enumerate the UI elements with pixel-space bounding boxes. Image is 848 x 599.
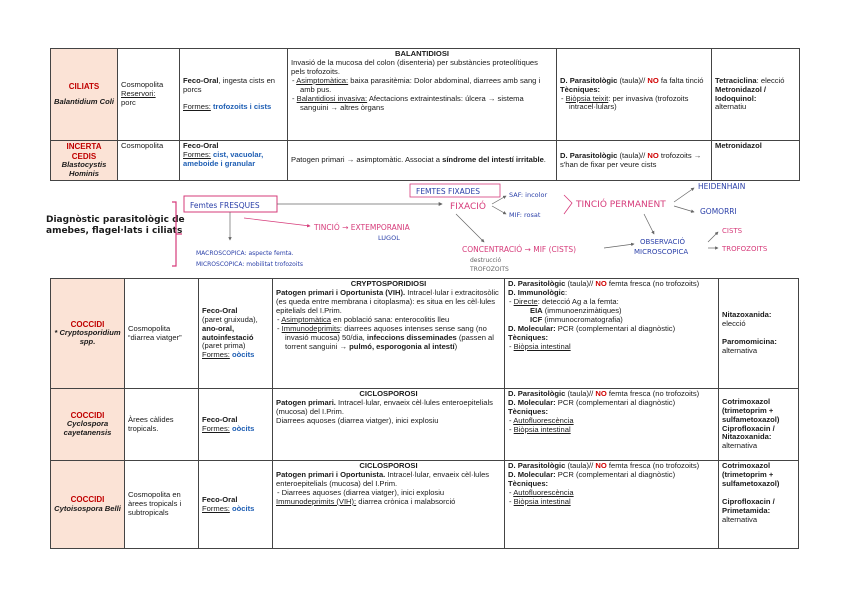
transmission: Feco-Oral bbox=[202, 414, 238, 424]
item-label: Directe bbox=[513, 296, 538, 306]
technique-detail: : per invasiva (trofozoits intracel·lulars) bbox=[569, 93, 689, 112]
transmission: Feco-Oral bbox=[202, 494, 238, 504]
item-text: en població sana: enterocolitis lleu bbox=[331, 314, 450, 324]
transmission: Feco-Oral bbox=[202, 305, 238, 315]
forms-label: Formes: bbox=[202, 503, 230, 513]
list-item bbox=[513, 424, 715, 435]
pathogenesis-cell bbox=[273, 389, 505, 461]
diagnosis-detail: femta fresca (no trofozoits) bbox=[606, 389, 700, 398]
destroys-target: TROFOZOITS bbox=[470, 266, 509, 273]
forms-value: trofozoits i cists bbox=[212, 102, 272, 112]
diagnosis-type: D. Molecular: bbox=[508, 469, 556, 479]
pathogenesis-cell bbox=[288, 49, 557, 141]
item-text: (passen al torrent sanguini → bbox=[285, 332, 494, 351]
distribution-cell bbox=[118, 141, 180, 181]
distribution: Cosmopolita bbox=[121, 80, 164, 90]
diagnosis-detail: fa falta tinció bbox=[658, 75, 704, 85]
treatment-drug: Tetraciclina bbox=[715, 75, 757, 85]
caption-line1: Diagnòstic parasitològic de bbox=[46, 215, 185, 225]
list-item bbox=[513, 496, 715, 507]
treatment-drug: Cotrimoxazol (trimetoprim + sulfametoxazol) bbox=[722, 396, 780, 424]
arrow bbox=[456, 214, 484, 242]
treatment-drug: Cotrimoxazol (trimetoprim + sulfametoxazol) bbox=[722, 461, 780, 488]
arrow bbox=[492, 206, 506, 214]
treatment-drug: Ciprofloxacin / Primetamida: bbox=[722, 496, 775, 515]
microscopic-label: MICROSCOPICA: mobilitat trofozoits bbox=[196, 261, 303, 268]
item-text: : diarrees aquoses intenses sense sang (no invasió mucosa) 50/dia, bbox=[285, 323, 487, 342]
treatment-note: : elecció bbox=[756, 75, 785, 85]
treatment-sep: : bbox=[753, 93, 757, 103]
technique: Biòpsia intestinal bbox=[513, 424, 571, 434]
forms-value: oòcits bbox=[231, 423, 255, 433]
treatment-note: alternativa bbox=[722, 441, 758, 451]
pathogenesis-text: Patogen primari → asimptomàtic. Associat a bbox=[291, 155, 443, 165]
forms-label: Formes: bbox=[183, 102, 211, 112]
pathogenesis-intro: Invasió de la mucosa del colon (disenteria) per substàncies proteolítiques pels trofozoits. bbox=[291, 57, 538, 76]
transmission: Feco-Oral bbox=[183, 75, 219, 85]
transmission-detail: , ingesta cists en porcs bbox=[183, 75, 276, 94]
transmission-detail: (paret prima) bbox=[202, 341, 246, 351]
item-label: Balantidiosi invasiva: bbox=[296, 93, 368, 103]
icf-detail: (immunocromatografia) bbox=[542, 314, 623, 324]
diagnosis-type: D. Parasitològic bbox=[508, 279, 566, 288]
pathogen-detail: Intracel·lular i extracitosòlic (es queda entre membrana i citoplasma): es situa en les cèl·lules epitelials del I.Prim. bbox=[276, 287, 499, 315]
icf-label: ICF bbox=[530, 314, 543, 324]
diagnosis-flow-diagram bbox=[44, 178, 804, 278]
class-label: COCCIDI bbox=[70, 495, 105, 505]
observation-label: OBSERVACIÓ bbox=[640, 238, 686, 246]
reservoir: porc bbox=[121, 97, 136, 107]
diagnosis-type: D. Parasitològic bbox=[508, 389, 566, 398]
trofozoits-label: TROFOZOITS bbox=[722, 245, 768, 253]
disease-title: CICLOSPOROSI bbox=[359, 461, 418, 470]
class-cell bbox=[51, 461, 125, 549]
pathogen-type: Patogen primari i Oportunista (VIH). bbox=[276, 287, 406, 297]
class-label: COCCIDI bbox=[70, 410, 105, 420]
diagnosis-detail: trofozoits → s'han de fixar per veure cists bbox=[560, 150, 702, 169]
table-row bbox=[51, 461, 799, 549]
transmission-cell bbox=[199, 461, 273, 549]
mif-label: MIF: rosat bbox=[509, 211, 541, 219]
techniques-label: Tècniques: bbox=[508, 406, 549, 416]
item-highlight: infeccions disseminades bbox=[366, 332, 457, 342]
item-label: Immunodeprimits (VIH): bbox=[276, 496, 357, 506]
diagnosis-sep: (taula)// bbox=[565, 279, 596, 288]
distribution-cell bbox=[125, 461, 199, 549]
distribution-cell bbox=[125, 279, 199, 389]
treatment-drug: Paromomicina: bbox=[722, 336, 777, 346]
transmission-cell bbox=[180, 141, 288, 181]
diagnosis-cell bbox=[505, 279, 719, 389]
concentration-label: CONCENTRACIÓ → MIF (CISTS) bbox=[462, 245, 577, 254]
lugol-label: LUGOL bbox=[378, 234, 400, 242]
item-text: Afectacions extraintestinals: úlcera → sistema sanguini → altres òrgans bbox=[300, 93, 524, 112]
reservoir-label: Reservori: bbox=[121, 89, 156, 99]
pathogen-type: Patogen primari. bbox=[276, 397, 336, 407]
transmission: Feco-Oral bbox=[183, 141, 219, 150]
stain-label: TINCIÓ → EXTEMPORANIA bbox=[314, 223, 410, 232]
pathogen-detail: Intracel·lular, envaeix cèl·lules enteroepitelials (mucosa) del I.Prim. bbox=[276, 397, 493, 416]
distribution-cell bbox=[118, 49, 180, 141]
list-item bbox=[513, 341, 715, 352]
diagnosis-sep: (taula)// bbox=[565, 389, 596, 398]
table-row bbox=[51, 279, 799, 389]
transmission-cell bbox=[199, 279, 273, 389]
treatment-note: alternativa bbox=[722, 345, 758, 355]
item-label: Asimptomàtica: bbox=[296, 75, 349, 85]
treatment-cell bbox=[719, 461, 799, 549]
pathogenesis-cell bbox=[273, 461, 505, 549]
fixed-label: FEMTES FIXADES bbox=[416, 187, 481, 196]
distribution: Cosmopolita bbox=[121, 141, 164, 150]
diagnosis-cell bbox=[557, 141, 712, 181]
diagnosis-sep: (taula)// bbox=[565, 461, 596, 470]
treatment-drug: Nitazoxanida: bbox=[722, 310, 772, 320]
pathogen-detail: Intracel·lular, envaeix cèl·lules enteroepitelials (mucosa) del I.Prim. bbox=[276, 469, 490, 488]
diagnosis-detail: femta fresca (no trofozoits) bbox=[606, 279, 700, 288]
diagram-caption bbox=[46, 214, 188, 236]
forms-value: oòcits bbox=[231, 350, 255, 360]
diagnosis-sep: : bbox=[564, 287, 568, 297]
fixation-label: FIXACIÓ bbox=[450, 202, 487, 212]
technique: Autofluorescència bbox=[513, 487, 574, 497]
macroscopic-label: MACROSCOPICA: aspecte femta. bbox=[196, 250, 294, 257]
saf-label: SAF: incolor bbox=[509, 191, 548, 199]
forms-label: Formes: bbox=[202, 423, 230, 433]
transmission-highlight: ano-oral, autoinfestació bbox=[202, 323, 254, 342]
disease-title: BALANTIDIOSI bbox=[395, 49, 449, 58]
pathogen-detail: Diarrees aquoses (diarrea viatger), inici explosiu bbox=[276, 415, 439, 425]
techniques-label: Tècniques: bbox=[508, 332, 549, 342]
species-name: Cyclospora cayetanensis bbox=[63, 419, 112, 438]
arrow bbox=[708, 232, 718, 242]
arrow bbox=[674, 188, 694, 202]
distribution: Àrees càlides tropicals. bbox=[128, 414, 174, 433]
bottom-table bbox=[50, 278, 799, 549]
diagnosis-type: D. Parasitològic bbox=[560, 150, 618, 160]
diagnosis-cell bbox=[505, 461, 719, 549]
diagnosis-sep: (taula)// bbox=[617, 75, 648, 85]
diagnosis-type: D. Molecular: bbox=[508, 397, 556, 407]
arrow bbox=[604, 244, 634, 248]
diagnosis-sep: (taula)// bbox=[617, 150, 648, 160]
species-name: Balantidium Coli bbox=[54, 96, 114, 106]
treatment-drug: Metronidazol / Iodoquinol bbox=[715, 84, 767, 103]
treatment-drug: Ciprofloxacin / Nitazoxanida: bbox=[722, 423, 775, 442]
pathogenesis-cell bbox=[273, 279, 505, 389]
class-label: INCERTA CEDIS bbox=[66, 142, 102, 161]
arrow bbox=[674, 206, 694, 212]
technique: Autofluorescència bbox=[513, 415, 574, 425]
item-text: baixa parasitèmia: Dolor abdominal, diarrees amb sang i amb pus. bbox=[300, 75, 541, 94]
diagnosis-cell bbox=[505, 389, 719, 461]
distribution: Cosmopolita en àrees tropicals i subtropicals bbox=[128, 490, 182, 517]
treatment-cell bbox=[712, 49, 800, 141]
list-item bbox=[296, 75, 553, 95]
forms-value: oòcits bbox=[231, 503, 255, 513]
species-name: Blastocystis Hominis bbox=[61, 159, 107, 178]
no-label: NO bbox=[595, 461, 607, 470]
arrow bbox=[244, 218, 310, 226]
item-label: Asimptomàtica bbox=[281, 314, 332, 324]
forms-label: Formes: bbox=[202, 350, 230, 360]
item-label: Immunodeprimits bbox=[281, 323, 340, 333]
technique: Biòpsia intestinal bbox=[513, 341, 571, 351]
treatment-note: alternativa bbox=[722, 514, 758, 524]
treatment-note: elecció bbox=[722, 319, 746, 329]
technique: Biòpsia intestinal bbox=[513, 496, 571, 506]
pathogenesis-end: . bbox=[543, 155, 546, 165]
destroys-label: destrucció bbox=[470, 257, 502, 264]
table-row bbox=[51, 141, 800, 181]
class-label: COCCIDI bbox=[70, 319, 105, 329]
no-label: NO bbox=[647, 75, 659, 85]
techniques-label: Tècniques: bbox=[560, 84, 601, 94]
diagnosis-detail: PCR (complementari al diagnòstic) bbox=[555, 469, 676, 479]
item-text: diarrea crònica i malabsorció bbox=[356, 496, 456, 506]
item-highlight: pulmó, esporogonia al intestí bbox=[349, 341, 455, 351]
list-item bbox=[281, 323, 501, 352]
class-label: CILIATS bbox=[68, 82, 100, 92]
brace bbox=[564, 195, 572, 214]
diagnosis-detail: femta fresca (no trofozoits) bbox=[606, 461, 700, 470]
treatment-note: alternatiu bbox=[715, 102, 747, 112]
forms-value: cist, vacuolar, ameboide i granular bbox=[183, 149, 264, 168]
diagnosis-type: D. Immunològic bbox=[508, 287, 565, 297]
no-label: NO bbox=[595, 279, 607, 288]
techniques-label: Tècniques: bbox=[508, 478, 549, 488]
distribution-cell bbox=[125, 389, 199, 461]
species-name: Cytoisospora Belli bbox=[54, 503, 121, 513]
transmission-cell bbox=[180, 49, 288, 141]
treatment-drug: Metronidazol bbox=[715, 141, 762, 150]
caption-line2: amebes, flagel·lats i ciliats bbox=[46, 226, 183, 236]
transmission-cell bbox=[199, 389, 273, 461]
pathogenesis-highlight: síndrome del intestí irritable bbox=[442, 155, 544, 165]
species-name: * Cryptosporidium spp. bbox=[54, 328, 121, 347]
top-table bbox=[50, 48, 800, 181]
list-item bbox=[565, 93, 708, 113]
diagnosis-type: D. Parasitològic bbox=[560, 75, 618, 85]
no-label: NO bbox=[647, 150, 659, 160]
diagnosis-detail: PCR (complementari al diagnòstic) bbox=[555, 323, 676, 333]
class-cell bbox=[51, 49, 118, 141]
technique: Biòpsia teixit bbox=[565, 93, 609, 103]
transmission-detail: (paret gruixuda), bbox=[202, 314, 258, 324]
permanent-label: TINCIÓ PERMANENT bbox=[576, 200, 666, 210]
pathogen-type: Patogen primari i Oportunista. bbox=[276, 469, 386, 479]
list-item bbox=[296, 93, 553, 113]
heidenhain-label: HEIDENHAIN bbox=[698, 182, 746, 191]
diagnosis-type: D. Parasitològic bbox=[508, 461, 566, 470]
item-text: Diarrees aquoses (diarrea viatger), inici explosiu bbox=[281, 487, 445, 497]
class-cell bbox=[51, 141, 118, 181]
item-text: : detecció Ag a la femta: bbox=[537, 296, 619, 306]
disease-title: CRYPTOSPORIDIOSI bbox=[350, 279, 427, 288]
table-row bbox=[51, 49, 800, 141]
distribution: Cosmopolita “diarrea viatger” bbox=[128, 323, 182, 342]
treatment-cell bbox=[719, 279, 799, 389]
pathogenesis-cell bbox=[288, 141, 557, 181]
table-row bbox=[51, 389, 799, 461]
diagnosis-detail: PCR (complementari al diagnòstic) bbox=[555, 397, 676, 407]
disease-title: CICLOSPOROSI bbox=[359, 389, 418, 398]
treatment-cell bbox=[719, 389, 799, 461]
cists-label: CISTS bbox=[722, 227, 743, 235]
gomori-label: GOMORRI bbox=[700, 207, 737, 216]
item-text: ) bbox=[454, 341, 458, 351]
diagnosis-type: D. Molecular: bbox=[508, 323, 556, 333]
arrow bbox=[644, 214, 654, 234]
eia-label: EIA bbox=[530, 305, 543, 315]
forms-label: Formes: bbox=[183, 149, 211, 159]
no-label: NO bbox=[595, 389, 607, 398]
treatment-cell bbox=[712, 141, 800, 181]
class-cell bbox=[51, 389, 125, 461]
eia-detail: (immunoenzimàtiques) bbox=[542, 305, 622, 315]
observation-label-2: MICROSCOPICA bbox=[634, 248, 689, 256]
class-cell bbox=[51, 279, 125, 389]
fresh-label: Femtes FRESQUES bbox=[190, 201, 260, 210]
diagnosis-cell bbox=[557, 49, 712, 141]
